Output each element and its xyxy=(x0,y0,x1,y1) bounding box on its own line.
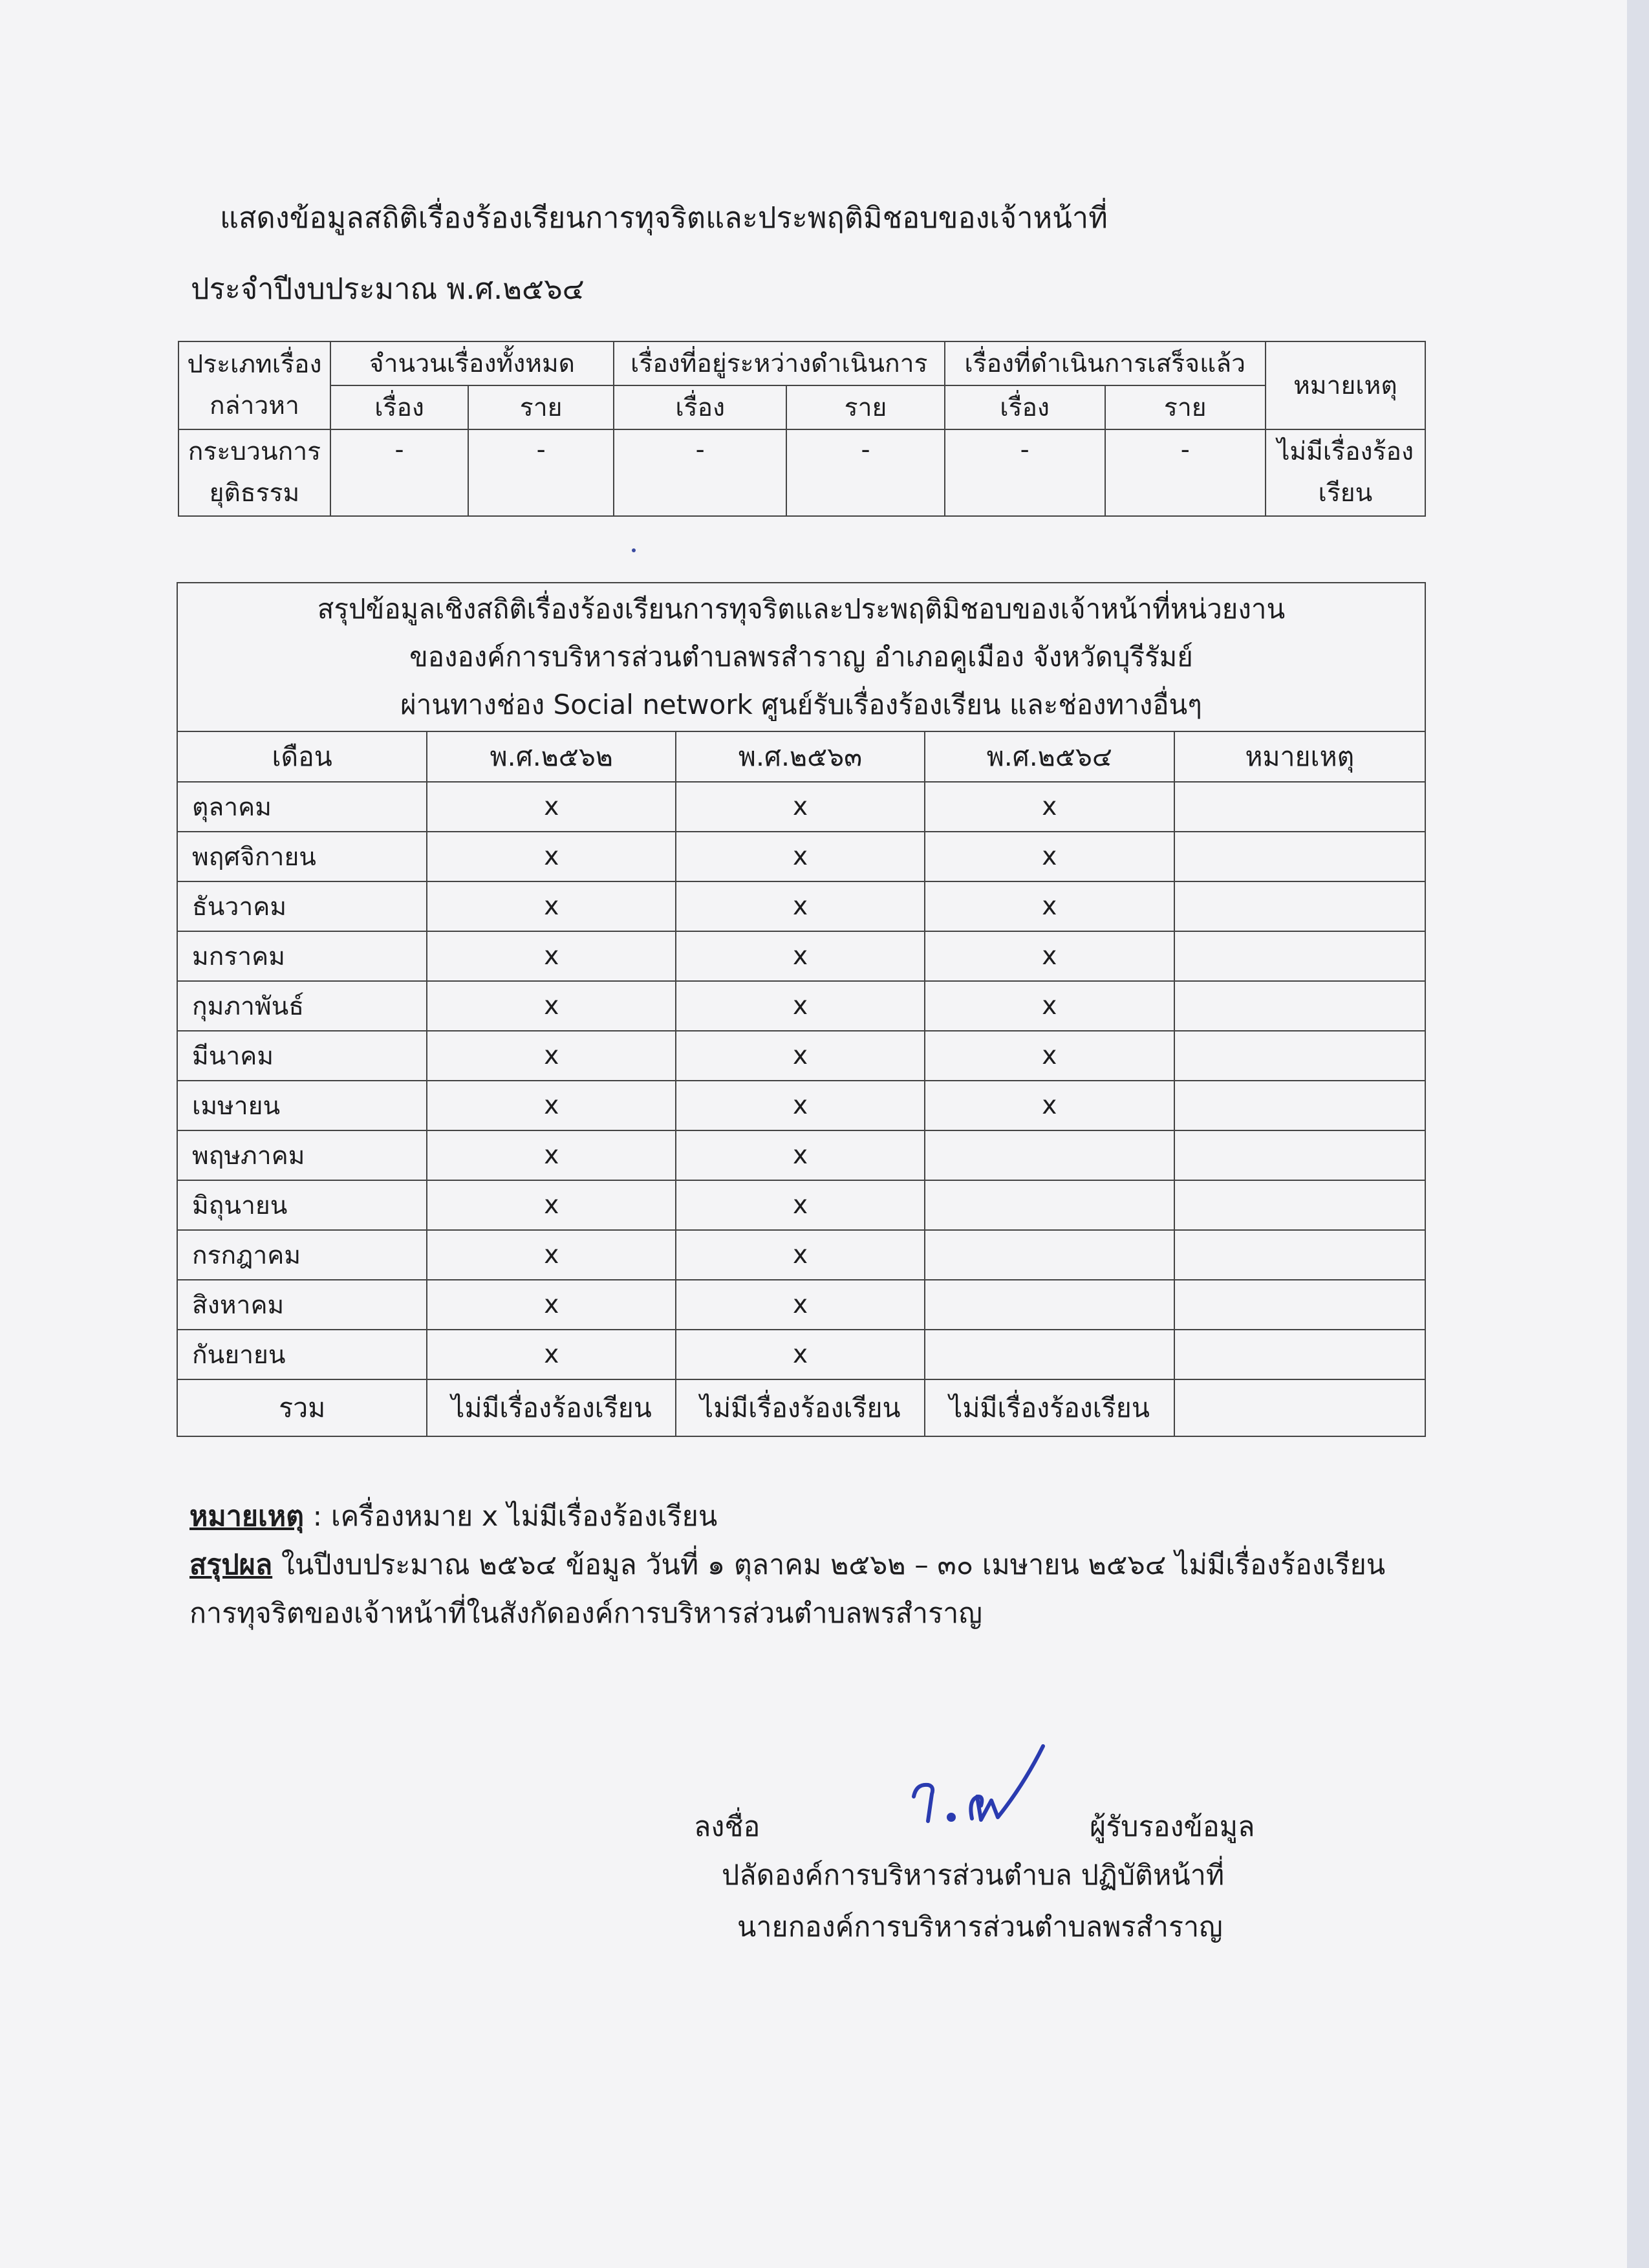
summary-note xyxy=(189,1542,1385,1586)
year-2563-cell: x xyxy=(676,782,925,832)
row-remark: ไม่มีเรื่องร้องเรียน xyxy=(1266,429,1425,516)
month-cell: มีนาคม xyxy=(177,1031,427,1081)
table-row xyxy=(177,1180,1425,1230)
remark-note xyxy=(189,1494,717,1538)
total-remark xyxy=(1174,1379,1425,1436)
year-2564-cell: x xyxy=(925,1031,1174,1081)
year-2564-cell xyxy=(925,1330,1174,1379)
year-2563-cell: x xyxy=(676,1081,925,1130)
header-year-2563: พ.ศ.๒๕๖๓ xyxy=(676,731,925,782)
header-type: ประเภทเรื่องกล่าวหา xyxy=(178,341,330,429)
year-2564-cell xyxy=(925,1130,1174,1180)
header-year-2564: พ.ศ.๒๕๖๔ xyxy=(925,731,1174,782)
complaint-type-table xyxy=(178,341,1426,517)
year-2562-cell: x xyxy=(427,931,676,981)
year-2562-cell: x xyxy=(427,1280,676,1330)
year-2562-cell: x xyxy=(427,1081,676,1130)
table-row xyxy=(177,1130,1425,1180)
month-cell: สิงหาคม xyxy=(177,1280,427,1330)
subheader-case: ราย xyxy=(786,385,944,429)
summary-heading-line1: สรุปข้อมูลเชิงสถิติเรื่องร้องเรียนการทุจริตและประพฤติมิชอบของเจ้าหน้าที่หน่วยงาน xyxy=(317,593,1286,625)
month-cell: พฤษภาคม xyxy=(177,1130,427,1180)
cell-value: - xyxy=(330,429,468,516)
table-row xyxy=(177,1031,1425,1081)
year-2562-cell: x xyxy=(427,881,676,931)
scan-edge xyxy=(1627,0,1649,2268)
year-2564-cell: x xyxy=(925,782,1174,832)
signature-role: ผู้รับรองข้อมูล xyxy=(1090,1811,1255,1843)
total-2563: ไม่มีเรื่องร้องเรียน xyxy=(676,1379,925,1436)
year-2563-cell: x xyxy=(676,1180,925,1230)
year-2562-cell: x xyxy=(427,1130,676,1180)
subheader-story: เรื่อง xyxy=(330,385,468,429)
year-2563-cell: x xyxy=(676,981,925,1031)
month-cell: มิถุนายน xyxy=(177,1180,427,1230)
header-year-2562: พ.ศ.๒๕๖๒ xyxy=(427,731,676,782)
year-2564-cell xyxy=(925,1230,1174,1280)
table-row xyxy=(177,881,1425,931)
table-row xyxy=(177,1081,1425,1130)
table-row xyxy=(177,832,1425,881)
monthly-summary-table xyxy=(177,582,1426,1437)
year-2563-cell: x xyxy=(676,1031,925,1081)
cell-value: - xyxy=(786,429,944,516)
year-2562-cell: x xyxy=(427,1230,676,1280)
summary-note-line2: การทุจริตของเจ้าหน้าที่ในสังกัดองค์การบริหารส่วนตำบลพรสำราญ xyxy=(189,1597,982,1630)
header-inprogress: เรื่องที่อยู่ระหว่างดำเนินการ xyxy=(614,341,945,385)
year-2564-cell: x xyxy=(925,1081,1174,1130)
year-2562-cell: x xyxy=(427,1330,676,1379)
ink-dot xyxy=(632,548,636,552)
month-cell: พฤศจิกายน xyxy=(177,832,427,881)
year-2564-cell: x xyxy=(925,981,1174,1031)
cell-value: - xyxy=(468,429,614,516)
year-2564-cell: x xyxy=(925,881,1174,931)
remark-cell xyxy=(1174,881,1425,931)
month-cell: กันยายน xyxy=(177,1330,427,1379)
month-cell: กุมภาพันธ์ xyxy=(177,981,427,1031)
header-remark: หมายเหตุ xyxy=(1174,731,1425,782)
total-2562: ไม่มีเรื่องร้องเรียน xyxy=(427,1379,676,1436)
remark-cell xyxy=(1174,1230,1425,1280)
signature-position-line2: นายกองค์การบริหารส่วนตำบลพรสำราญ xyxy=(737,1911,1223,1943)
month-cell: มกราคม xyxy=(177,931,427,981)
table-row xyxy=(177,981,1425,1031)
signature-label: ลงชื่อ xyxy=(694,1811,760,1843)
header-total: จำนวนเรื่องทั้งหมด xyxy=(330,341,614,385)
year-2563-cell: x xyxy=(676,931,925,981)
table-row xyxy=(177,931,1425,981)
remark-cell xyxy=(1174,782,1425,832)
year-2563-cell: x xyxy=(676,1280,925,1330)
signature-position-line1: ปลัดองค์การบริหารส่วนตำบล ปฏิบัติหน้าที่ xyxy=(722,1859,1225,1892)
month-cell: เมษายน xyxy=(177,1081,427,1130)
subheader-story: เรื่อง xyxy=(945,385,1105,429)
header-remark: หมายเหตุ xyxy=(1266,341,1425,429)
year-2563-cell: x xyxy=(676,832,925,881)
remark-cell xyxy=(1174,931,1425,981)
summary-label: สรุปผล xyxy=(189,1549,273,1581)
month-cell: กรกฎาคม xyxy=(177,1230,427,1280)
year-2563-cell: x xyxy=(676,1130,925,1180)
remark-cell xyxy=(1174,981,1425,1031)
year-2563-cell: x xyxy=(676,1230,925,1280)
year-2562-cell: x xyxy=(427,981,676,1031)
header-done: เรื่องที่ดำเนินการเสร็จแล้ว xyxy=(945,341,1266,385)
month-cell: ตุลาคม xyxy=(177,782,427,832)
month-cell: ธันวาคม xyxy=(177,881,427,931)
remark-cell xyxy=(1174,832,1425,881)
year-2563-cell: x xyxy=(676,881,925,931)
year-2562-cell: x xyxy=(427,832,676,881)
summary-text: ในปีงบประมาณ ๒๕๖๔ ข้อมูล วันที่ ๑ ตุลาคม ๒๕๖๒ – ๓๐ เมษายน ๒๕๖๔ ไม่มีเรื่องร้องเรียน xyxy=(272,1549,1386,1581)
year-2564-cell: x xyxy=(925,832,1174,881)
subheader-story: เรื่อง xyxy=(614,385,787,429)
remark-cell xyxy=(1174,1081,1425,1130)
remark-cell xyxy=(1174,1031,1425,1081)
cell-value: - xyxy=(945,429,1105,516)
year-2562-cell: x xyxy=(427,782,676,832)
year-2564-cell xyxy=(925,1280,1174,1330)
table-row xyxy=(177,1230,1425,1280)
table-row xyxy=(177,1280,1425,1330)
cell-value: - xyxy=(1105,429,1266,516)
handwritten-signature xyxy=(896,1720,1064,1837)
document-title: แสดงข้อมูลสถิติเรื่องร้องเรียนการทุจริตและประพฤติมิชอบของเจ้าหน้าที่ xyxy=(220,200,1108,235)
table-row xyxy=(177,1330,1425,1379)
total-label: รวม xyxy=(177,1379,427,1436)
year-2562-cell: x xyxy=(427,1180,676,1230)
header-month: เดือน xyxy=(177,731,427,782)
remark-cell xyxy=(1174,1330,1425,1379)
subheader-case: ราย xyxy=(1105,385,1266,429)
year-2564-cell xyxy=(925,1180,1174,1230)
summary-heading-line3: ผ่านทางช่อง Social network ศูนย์รับเรื่องร้องเรียน และช่องทางอื่นๆ xyxy=(400,689,1202,720)
summary-heading xyxy=(177,583,1425,731)
remark-label: หมายเหตุ xyxy=(189,1500,304,1533)
remark-cell xyxy=(1174,1280,1425,1330)
subheader-case: ราย xyxy=(468,385,614,429)
year-2564-cell: x xyxy=(925,931,1174,981)
cell-value: - xyxy=(614,429,787,516)
row-type: กระบวนการยุติธรรม xyxy=(178,429,330,516)
remark-cell xyxy=(1174,1180,1425,1230)
document-subtitle: ประจำปีงบประมาณ พ.ศ.๒๕๖๔ xyxy=(191,272,585,306)
year-2562-cell: x xyxy=(427,1031,676,1081)
remark-text: : เครื่องหมาย x ไม่มีเรื่องร้องเรียน xyxy=(304,1500,718,1533)
year-2563-cell: x xyxy=(676,1330,925,1379)
total-2564: ไม่มีเรื่องร้องเรียน xyxy=(925,1379,1174,1436)
summary-heading-line2: ขององค์การบริหารส่วนตำบลพรสำราญ อำเภอคูเมือง จังหวัดบุรีรัมย์ xyxy=(409,641,1193,673)
table-row xyxy=(177,782,1425,832)
remark-cell xyxy=(1174,1130,1425,1180)
